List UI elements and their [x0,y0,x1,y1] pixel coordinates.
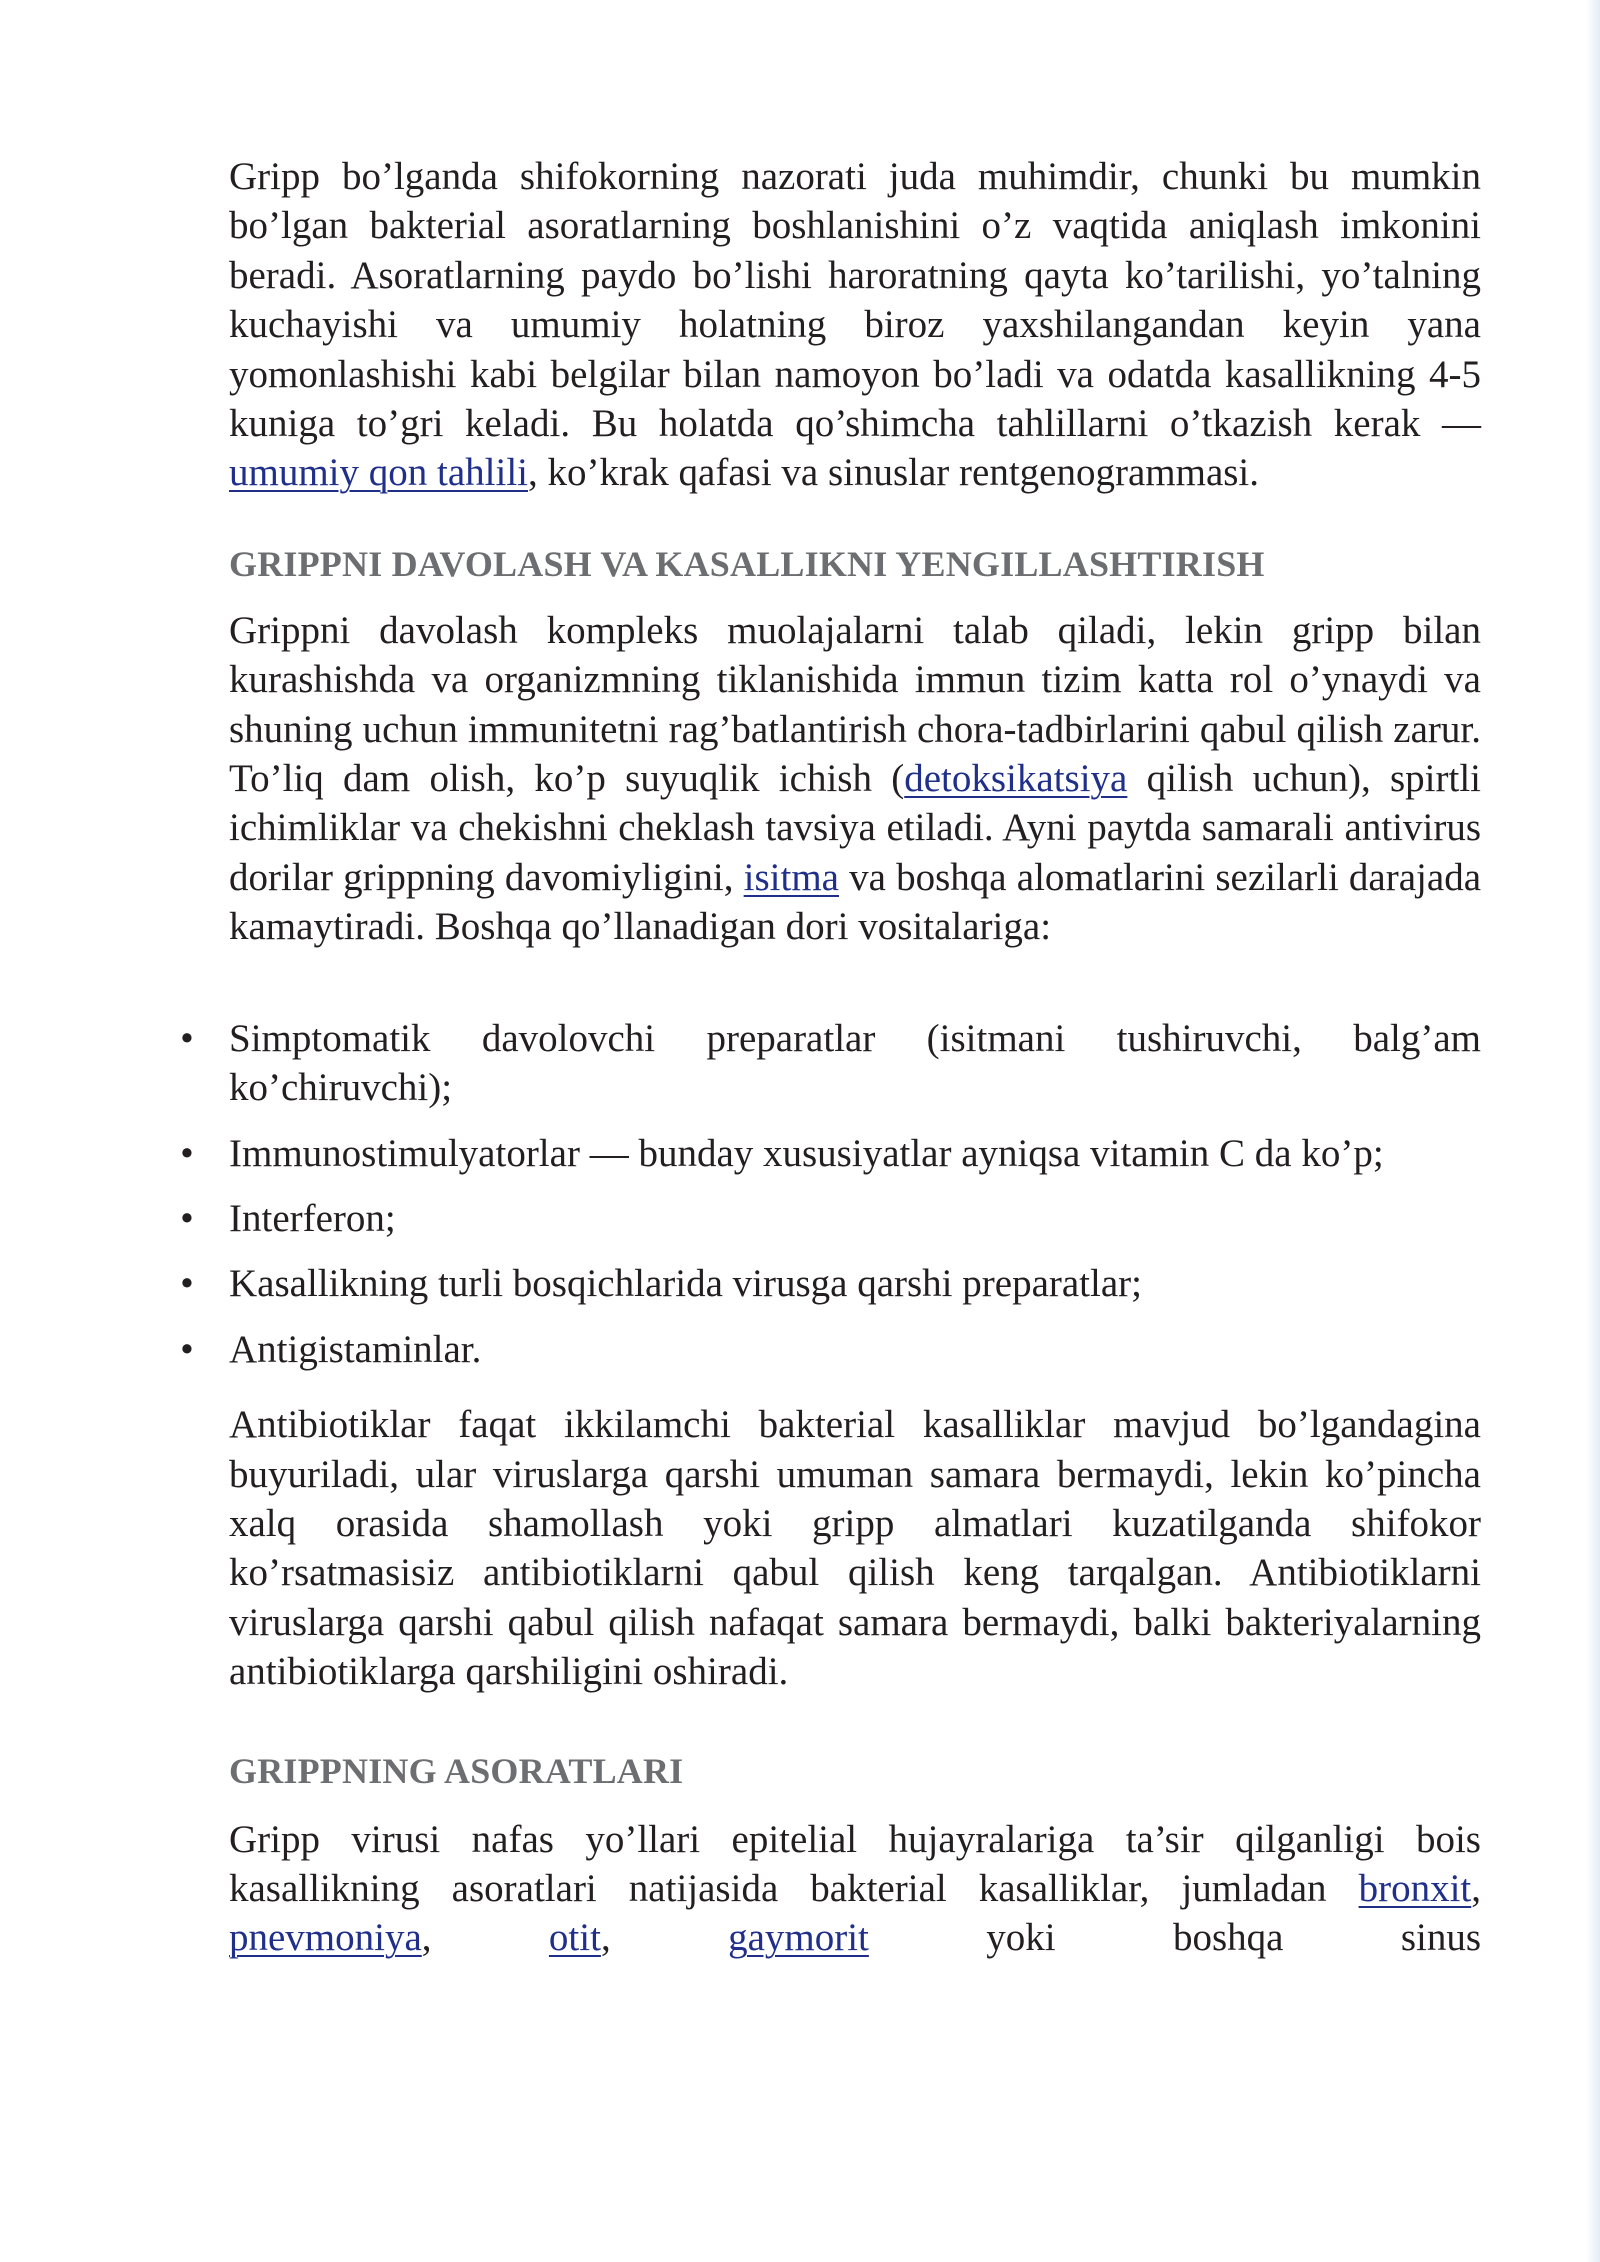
list-item [180,1014,1481,1113]
paragraph-text: Grippni davolash kompleks muolajalarni talab qiladi, lekin gripp bilan kurashishda va organizmning tiklanishida immun tizim katta rol o’ynaydi va shuning uchun immunitetni rag’batlantirish chora-tadbirlarini qabul qilish zarur. To’liq dam olish, ko’p suyuqlik ichish ( [229,608,1481,801]
bullet-icon: • [180,1196,194,1240]
section-heading-treatment: GRIPPNI DAVOLASH VA KASALLIKNI YENGILLASHTIRISH [229,543,1265,584]
list-item-text: Antigistaminlar. [229,1327,482,1371]
paragraph-text: Gripp bo’lganda shifokorning nazorati juda muhimdir, chunki bu mumkin bo’lgan bakterial asoratlarning boshlanishini o’z vaqtida aniqlash imkonini beradi. Asoratlarning paydo bo’lishi haroratning qayta ko’tarilishi, yo’talning kuchayishi va umumiy holatning biroz yaxshilangandan keyin yana yomonlashishi kabi belgilar bilan namoyon bo’ladi va odatda kasallikning 4-5 kuniga to’gri keladi. Bu holatda qo’shimcha tahlillarni o’tkazish kerak — [229,155,1481,446]
link-umumiy-qon-tahlili[interactable]: umumiy qon tahlili [229,451,528,495]
paragraph-text: Gripp virusi nafas yo’llari epitelial hujayralariga ta’sir qilganligi bois kasallikning asoratlari natijasida bakterial kasalliklar, jumladan [229,1817,1481,1910]
bullet-icon: • [180,1016,194,1060]
link-detoksikatsiya[interactable]: detoksikatsiya [904,757,1128,801]
document-content [180,152,1482,1963]
list-item [180,1194,1481,1243]
list-item-text: Kasallikning turli bosqichlarida virusga qarshi preparatlar; [229,1262,1142,1306]
link-pnevmoniya[interactable]: pnevmoniya [229,1916,422,1960]
paragraph-text: , ko’krak qafasi va sinuslar rentgenogrammasi. [528,451,1260,495]
paragraph-text: qilish uchun), spirtli ichimliklar va chekishni cheklash tavsiya etiladi. Ayni paytda samarali antivirus dorilar grippning davomiyligini, [229,757,1481,899]
bullet-icon: • [180,1262,194,1306]
page-edge-shadow [1586,0,1600,2262]
paragraph-text: va boshqa alomatlarini sezilarli darajada kamaytiradi. Boshqa qo’llanadigan dori vositalariga: [229,855,1481,949]
list-item [180,1259,1481,1308]
separator-text: , [1471,1866,1481,1910]
link-bronxit[interactable]: bronxit [1358,1866,1472,1910]
link-otit[interactable]: otit [548,1916,601,1960]
paragraph-text: yoki boshqa sinus [868,1916,1482,1960]
medication-list [180,1014,1481,1374]
paragraph-antibiotics: Antibiotiklar faqat ikkilamchi bakterial kasalliklar mavjud bo’lgandagina buyuriladi, ular viruslarga qarshi umuman samara bermaydi, lekin ko’pincha xalq orasida shamollash yoki gripp almatlari kuzatilganda shifokor ko’rsatmasisiz antibiotiklarni qabul qilish keng tarqalgan. Antibiotiklarni viruslarga qarshi qabul qilish nafaqat samara bermaydi, balki bakteriyalarning antibiotiklarga qarshiligini oshiradi. [229,1403,1481,1694]
separator-text: , [600,1916,729,1960]
list-item-text: Interferon; [229,1196,396,1240]
paragraph-medical-supervision [229,152,1481,498]
list-item-text: Immunostimulyatorlar — bunday xususiyatlar ayniqsa vitamin C da ko’p; [229,1131,1384,1175]
section-heading-complications: GRIPPNING ASORATLARI [229,1750,684,1791]
bullet-icon: • [180,1327,194,1371]
paragraph-treatment [229,606,1481,952]
list-item-text: Simptomatik davolovchi preparatlar (isitmani tushiruvchi, balg’am ko’chiruvchi); [229,1016,1481,1110]
link-isitma[interactable]: isitma [743,855,839,899]
bullet-icon: • [180,1131,194,1175]
list-item [180,1325,1481,1374]
list-item [180,1129,1481,1178]
separator-text: , [421,1916,549,1960]
paragraph-complications [229,1815,1481,1963]
link-gaymorit[interactable]: gaymorit [728,1916,869,1960]
